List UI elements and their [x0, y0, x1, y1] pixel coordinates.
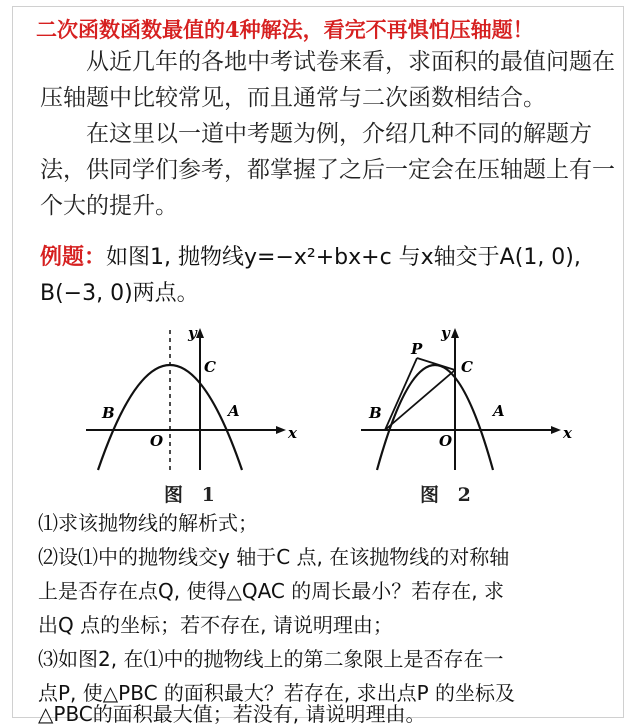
figure-2-label-y: y	[441, 324, 450, 342]
figure-2-label-a: A	[493, 402, 505, 420]
figure-1-graph	[80, 320, 320, 480]
figure-2	[355, 320, 595, 484]
example-text-line2: B(−3, 0)两点。	[40, 281, 199, 306]
question-line-7: △PBC的面积最大值；若没有, 请说明理由。	[38, 702, 426, 726]
figure-2-label-x: x	[563, 424, 572, 442]
figure-1	[80, 320, 320, 484]
figure-2-label-b: B	[369, 404, 382, 422]
article-title: 二次函数函数最值的4种解法，看完不再惧怕压轴题！	[36, 17, 534, 42]
figure-2-segment-pc	[417, 358, 455, 370]
question-line-4: 出Q 点的坐标；若不存在, 请说明理由；	[38, 613, 393, 637]
figure-2-label-o: O	[439, 432, 453, 450]
question-line-1: ⑴求该抛物线的解析式；	[38, 511, 258, 535]
figure-1-label-a: A	[228, 402, 240, 420]
figure-2-x-arrow	[551, 426, 561, 434]
figure-2-segment-bp	[385, 358, 417, 430]
figure-2-y-arrow	[451, 328, 459, 338]
figure-1-label-x: x	[288, 424, 297, 442]
figure-2-segment-bc	[385, 370, 455, 430]
intro-paragraph-1: 从近几年的各地中考试卷来看，求面积的最值问题在压轴题中比较常见，而且通常与二次函数相结合。	[40, 49, 615, 111]
example-text-line1: 如图1, 抛物线y=−x²+bx+c 与x轴交于A(1, 0),	[106, 245, 581, 270]
figure-2-graph	[355, 320, 595, 480]
intro-paragraph-2: 在这里以一道中考题为例，介绍几种不同的解题方法，供同学们参考，都掌握了之后一定会在压轴题上有一个大的提升。	[40, 121, 615, 219]
figure-1-caption: 图 1	[164, 484, 221, 506]
figure-1-y-arrow	[196, 328, 204, 338]
figure-2-caption: 图 2	[420, 484, 477, 506]
figure-1-label-o: O	[150, 432, 164, 450]
figure-1-label-c: C	[204, 358, 216, 376]
question-line-3: 上是否存在点Q, 使得△QAC 的周长最小？若存在, 求	[38, 579, 504, 603]
example-statement	[40, 240, 630, 312]
question-line-6: 点P, 使△PBC 的面积最大？若存在, 求出点P 的坐标及	[38, 681, 516, 705]
figure-1-label-y: y	[188, 324, 197, 342]
figure-2-label-p: P	[411, 340, 423, 358]
figure-1-label-b: B	[102, 404, 115, 422]
example-label: 例题：	[40, 245, 107, 270]
figure-2-label-c: C	[461, 358, 473, 376]
figure-2-parabola	[377, 365, 493, 470]
figure-1-x-arrow	[276, 426, 286, 434]
question-line-2: ⑵设⑴中的抛物线交y 轴于C 点, 在该抛物线的对称轴	[38, 545, 510, 569]
question-line-5: ⑶如图2, 在⑴中的抛物线上的第二象限上是否存在一	[38, 647, 504, 671]
